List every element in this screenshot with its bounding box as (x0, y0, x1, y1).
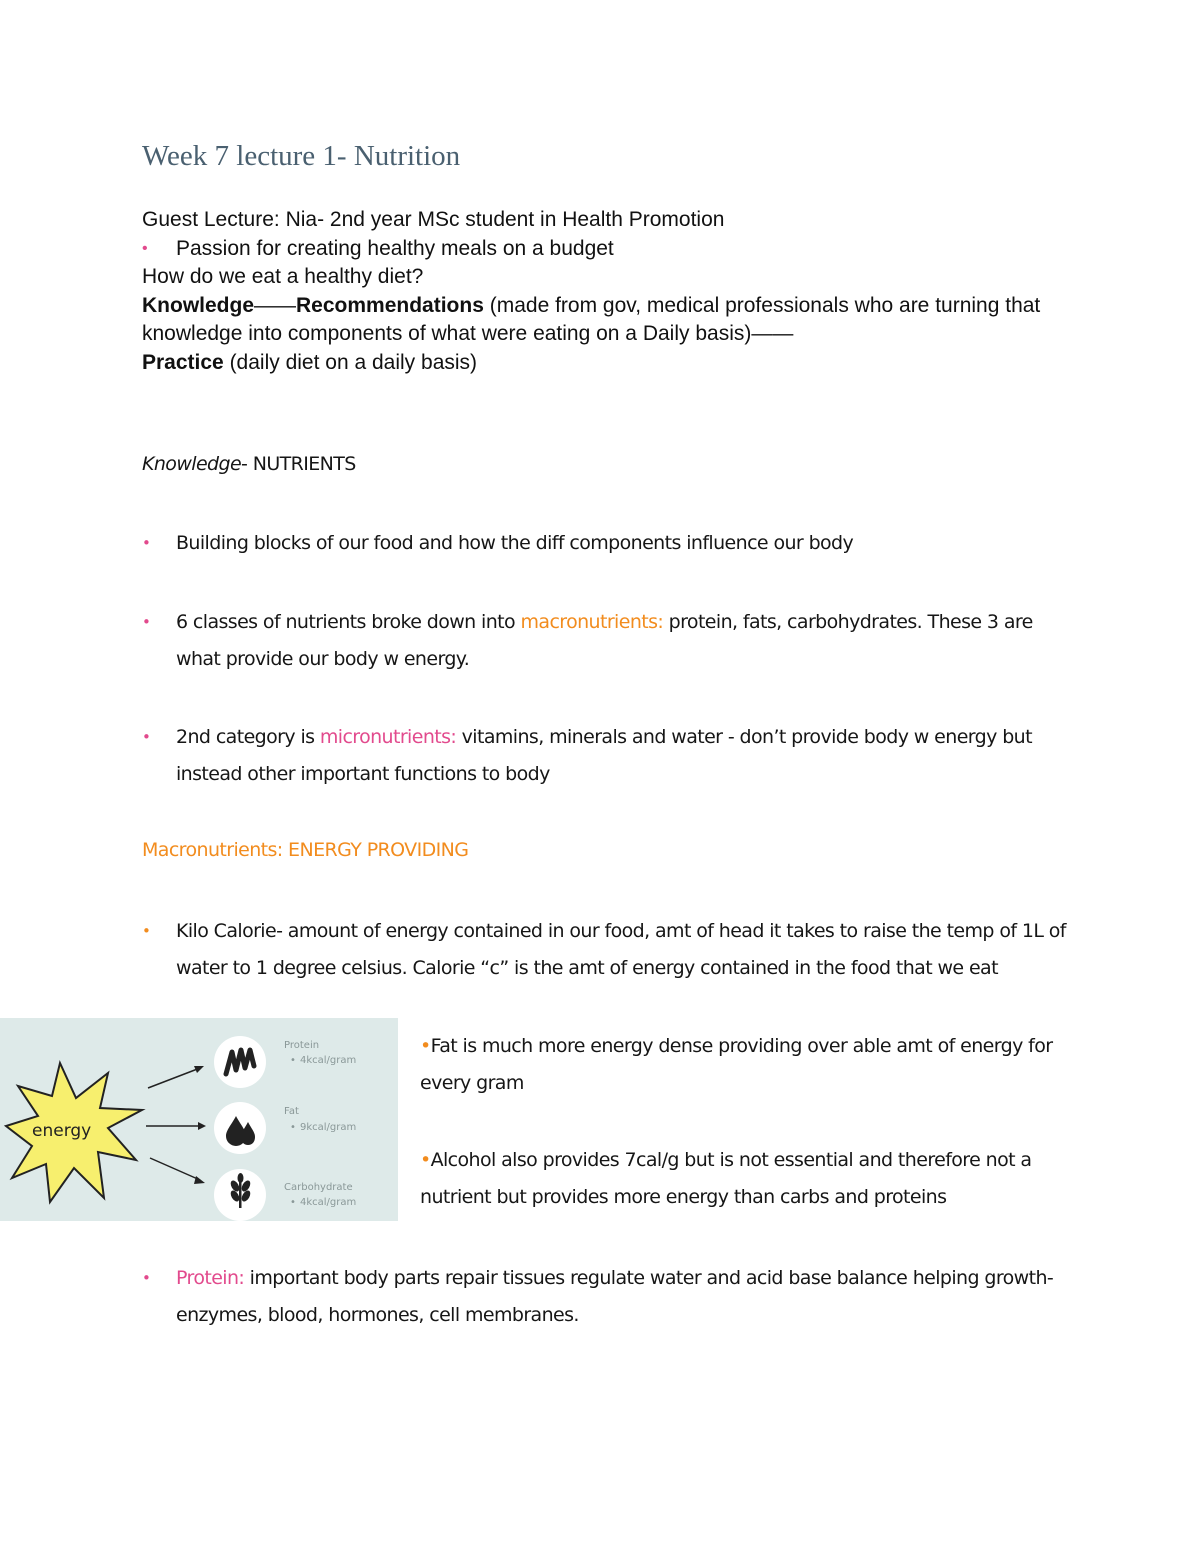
question-line: How do we eat a healthy diet? (142, 265, 424, 288)
list-item: • Kilo Calorie- amount of energy contained in our food, amt of head it takes to raise the temp of 1L of water to 1 degree celsius. Calorie “c” is the amt of energy contained in the food that we eat (142, 913, 1072, 987)
bullet-icon: • (142, 728, 151, 746)
micronutrients-highlight: micronutrients: (319, 726, 457, 748)
fat-note: •Fat is much more energy dense providing over able amt of energy for every gram (420, 1035, 1053, 1094)
carbohydrate-bullet: • (290, 1197, 296, 1208)
arrowhead-protein (194, 1066, 204, 1073)
arrow-carbohydrate (150, 1158, 200, 1180)
macronutrients-heading: Macronutrients: ENERGY PROVIDING (142, 839, 469, 861)
bullet-icon: • (420, 1035, 431, 1057)
protein-bullet: • (290, 1055, 296, 1066)
fat-label: Fat (284, 1106, 299, 1117)
passion-bullet: • Passion for creating healthy meals on a budget (142, 235, 1082, 264)
protein-label: Protein (284, 1040, 320, 1051)
energy-label: energy (32, 1121, 92, 1141)
intro-section (142, 206, 1082, 377)
knowledge-chain: Knowledge——Recommendations (made from gov, medical professionals who are turning that knowledge into components of what were eating on a Daily basis)—— Practice (daily diet on a daily basis) (142, 293, 1041, 374)
list-item: • 6 classes of nutrients broke down into macronutrients: protein, fats, carbohydrates. These 3 are what provide our body w energy. (142, 604, 1072, 678)
nutrient-list-1 (142, 525, 1072, 562)
nutrient-list-2 (142, 604, 1072, 678)
fat-value: 9kcal/gram (300, 1122, 357, 1133)
side-notes (420, 1028, 1060, 1220)
list-item: • 2nd category is micronutrients: vitamins, minerals and water - don’t provide body w energy but instead other important functions to body (142, 719, 1072, 793)
bullet-icon: • (142, 1269, 151, 1287)
macronutrients-highlight: macronutrients: (520, 611, 664, 633)
alcohol-note: •Alcohol also provides 7cal/g but is not essential and therefore not a nutrient but provides more energy than carbs and proteins (420, 1149, 1032, 1208)
list-item: • Protein: important body parts repair tissues regulate water and acid base balance helping growth- enzymes, blood, hormones, cell membranes. (142, 1260, 1072, 1334)
knowledge-heading: Knowledge- NUTRIENTS (142, 453, 356, 475)
bullet-icon: • (142, 613, 151, 631)
energy-figure (0, 1018, 398, 1221)
protein-value: 4kcal/gram (300, 1055, 357, 1066)
bullet-icon: • (142, 239, 148, 257)
protein-list (142, 1260, 1072, 1334)
arrow-protein (148, 1068, 200, 1088)
fat-bullet: • (290, 1122, 296, 1133)
list-item: • Building blocks of our food and how the diff components influence our body (142, 525, 1072, 562)
carbohydrate-value: 4kcal/gram (300, 1197, 357, 1208)
page-title: Week 7 lecture 1- Nutrition (142, 140, 461, 172)
carbohydrate-label: Carbohydrate (284, 1182, 353, 1193)
arrowhead-carbohydrate (194, 1176, 205, 1184)
kilocalorie-list (142, 913, 1072, 987)
bullet-icon: • (142, 922, 151, 940)
energy-diagram (0, 1018, 398, 1221)
protein-highlight: Protein: (176, 1267, 245, 1289)
arrowhead-fat (198, 1122, 206, 1130)
bullet-icon: • (420, 1149, 431, 1171)
bullet-icon: • (142, 534, 151, 552)
guest-lecture-line: Guest Lecture: Nia- 2nd year MSc student in Health Promotion (142, 208, 725, 231)
nutrient-list-3 (142, 719, 1072, 793)
